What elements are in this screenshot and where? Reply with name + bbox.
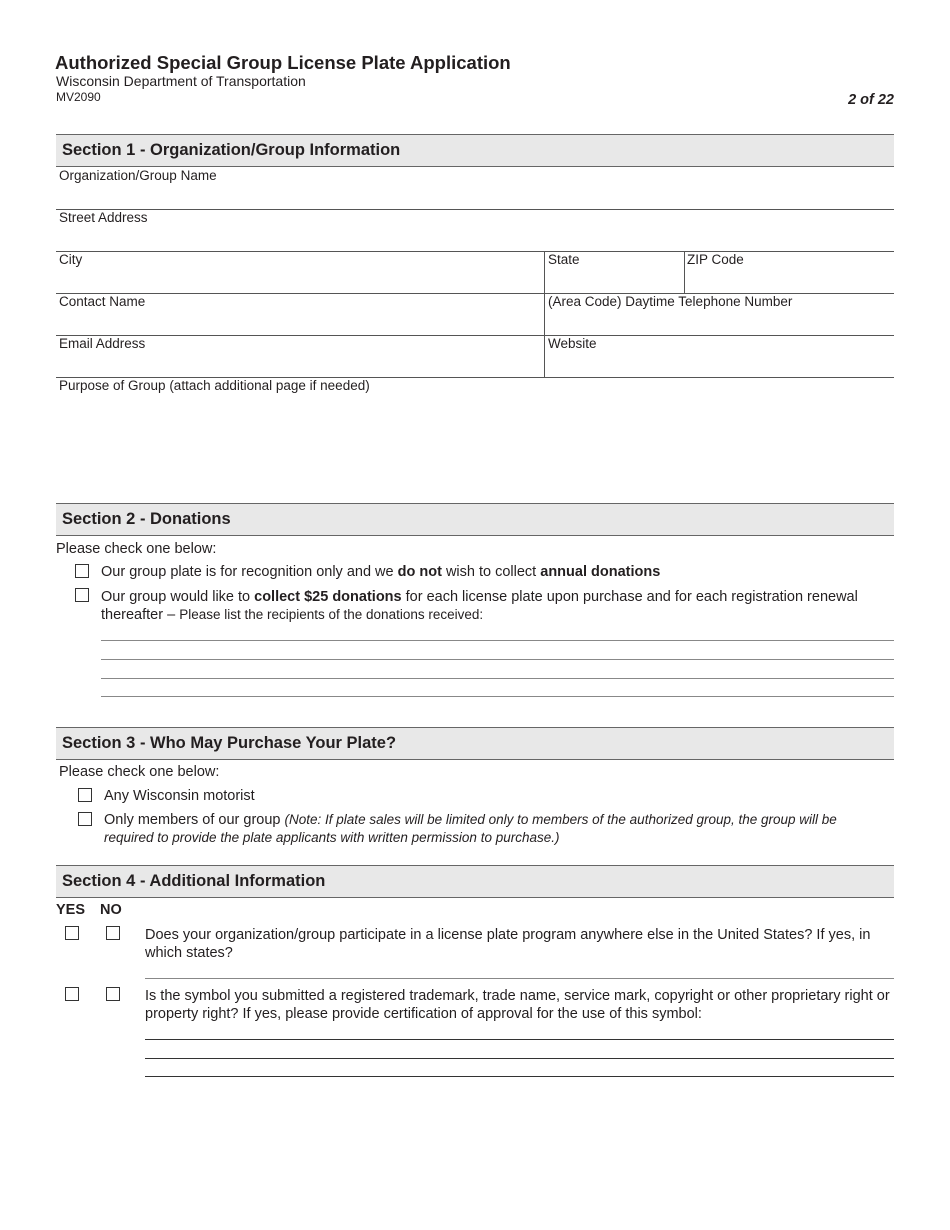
state-label: State <box>548 252 580 267</box>
contact-name-label: Contact Name <box>59 294 146 309</box>
question1: Does your organization/group participate in a license plate program anywhere else in the United States? If yes, in which states? <box>145 927 871 961</box>
collect-donations-option: Our group would like to collect $25 donations for each license plate upon purchase and for each registration renewal thereafter – Please list the recipients of the donations received: <box>101 589 858 623</box>
divider <box>544 251 545 377</box>
divider <box>684 251 685 294</box>
q2-no-checkbox[interactable] <box>106 987 120 1001</box>
any-motorist-checkbox[interactable] <box>78 788 92 802</box>
no-column-label: NO <box>100 902 122 918</box>
q1-yes-checkbox[interactable] <box>65 926 79 940</box>
org-name-field[interactable] <box>56 168 894 210</box>
city-field[interactable] <box>56 252 544 294</box>
purpose-field[interactable] <box>56 378 894 500</box>
collect-donations-checkbox[interactable] <box>75 588 89 602</box>
form-title: Authorized Special Group License Plate Application <box>55 52 511 73</box>
street-address-label: Street Address <box>59 210 148 225</box>
section4-header: Section 4 - Additional Information <box>56 865 894 898</box>
section3-header: Section 3 - Who May Purchase Your Plate? <box>56 727 894 760</box>
zip-field[interactable] <box>684 252 894 294</box>
form-number: MV2090 <box>56 90 101 104</box>
q1-no-checkbox[interactable] <box>106 926 120 940</box>
purpose-label: Purpose of Group (attach additional page if needed) <box>59 378 370 393</box>
members-only-checkbox[interactable] <box>78 812 92 826</box>
zip-label: ZIP Code <box>687 252 744 267</box>
recipient-line[interactable] <box>101 659 894 660</box>
state-field[interactable] <box>545 252 683 294</box>
section3-instruction: Please check one below: <box>59 764 220 780</box>
street-address-field[interactable] <box>56 210 894 252</box>
any-motorist-option: Any Wisconsin motorist <box>104 788 255 804</box>
q2-answer-line[interactable] <box>145 1039 894 1040</box>
yes-column-label: YES <box>56 902 86 918</box>
phone-label: (Area Code) Daytime Telephone Number <box>548 294 793 309</box>
email-field[interactable] <box>56 336 544 378</box>
section2-header: Section 2 - Donations <box>56 503 894 536</box>
org-name-label: Organization/Group Name <box>59 168 217 183</box>
recipient-line[interactable] <box>101 678 894 679</box>
members-only-option: Only members of our group (Note: If plate sales will be limited only to members of the authorized group, the group will be required to provide the plate applicants with written permission to purchase.) <box>104 812 837 845</box>
q2-answer-line[interactable] <box>145 1058 894 1059</box>
website-field[interactable] <box>545 336 894 378</box>
no-donations-option: Our group plate is for recognition only and we do not wish to collect annual donations <box>101 564 661 580</box>
recipient-line[interactable] <box>101 696 894 697</box>
department-name: Wisconsin Department of Transportation <box>56 73 306 89</box>
phone-field[interactable] <box>545 294 894 336</box>
contact-name-field[interactable] <box>56 294 544 336</box>
no-donations-checkbox[interactable] <box>75 564 89 578</box>
question2: Is the symbol you submitted a registered trademark, trade name, service mark, copyright or other proprietary right or property right? If yes, please provide certification of approval for the use of this symbol: <box>145 988 890 1022</box>
section1-header: Section 1 - Organization/Group Information <box>56 134 894 167</box>
page-number: 2 of 22 <box>848 92 894 108</box>
city-label: City <box>59 252 83 267</box>
website-label: Website <box>548 336 597 351</box>
recipient-line[interactable] <box>101 640 894 641</box>
section2-instruction: Please check one below: <box>56 541 217 557</box>
email-label: Email Address <box>59 336 146 351</box>
q2-answer-line[interactable] <box>145 1076 894 1077</box>
q2-yes-checkbox[interactable] <box>65 987 79 1001</box>
q1-answer-line[interactable] <box>145 978 894 979</box>
